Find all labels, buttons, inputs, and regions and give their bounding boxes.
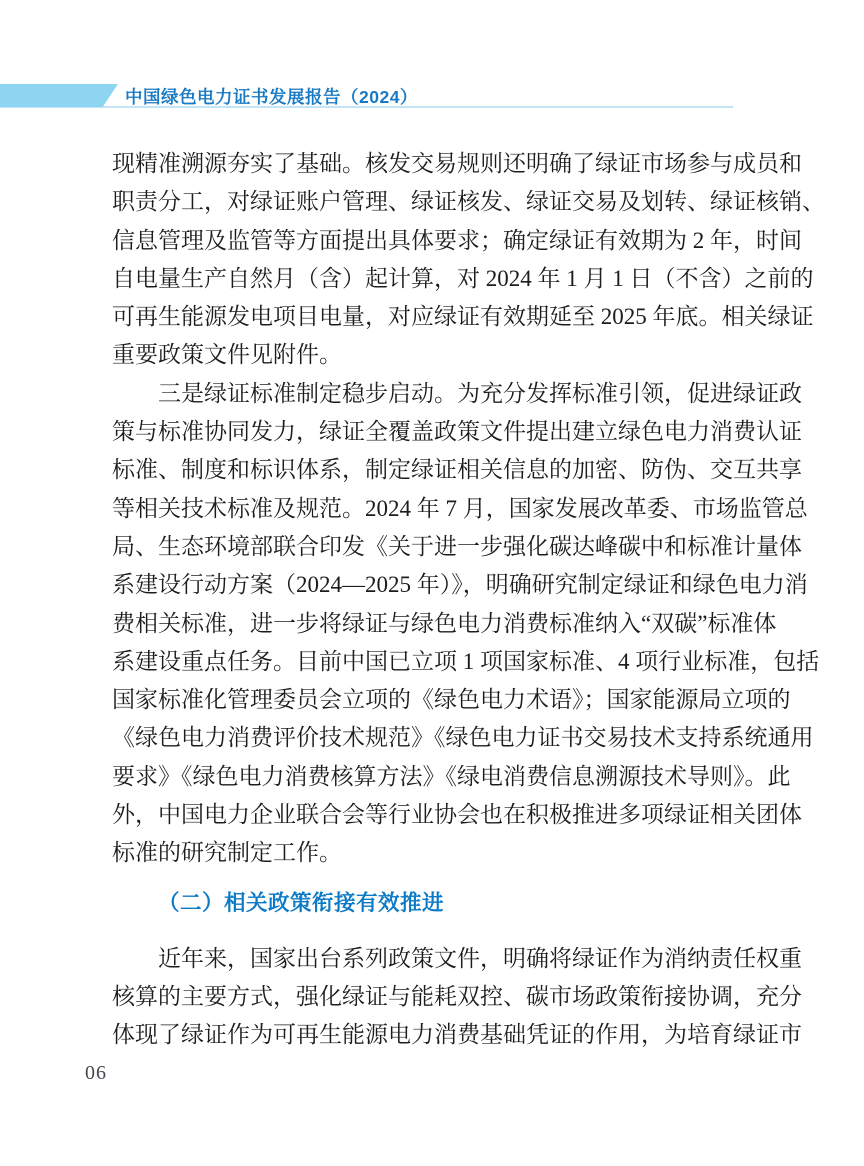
body-line: 体现了绿证作为可再生能源电力消费基础凭证的作用，为培育绿证市	[112, 1022, 802, 1048]
body-line: 系建设重点任务。目前中国已立项 1 项国家标准、4 项行业标准，包括	[112, 648, 820, 674]
body-line: 标准、制度和标识体系，制定绿证相关信息的加密、防伪、交互共享	[112, 457, 802, 483]
body-line: 核算的主要方式，强化绿证与能耗双控、碳市场政策衔接协调，充分	[112, 983, 802, 1009]
body-line: 近年来，国家出台系列政策文件，明确将绿证作为消纳责任权重	[158, 945, 802, 971]
body-line: 费相关标准，进一步将绿证与绿色电力消费标准纳入“双碳”标准体	[112, 610, 777, 636]
paragraph-3	[112, 940, 802, 1055]
body-line: 可再生能源发电项目电量，对应绿证有效期延至 2025 年底。相关绿证	[112, 304, 814, 330]
body-line: 等相关技术标准及规范。2024 年 7 月，国家发展改革委、市场监管总	[112, 495, 808, 521]
body-line: 国家标准化管理委员会立项的《绿色电力术语》；国家能源局立项的	[112, 687, 791, 713]
section-heading: （二）相关政策衔接有效推进	[158, 890, 445, 915]
body-line: 职责分工，对绿证账户管理、绿证核发、绿证交易及划转、绿证核销、	[112, 189, 825, 215]
report-title: 中国绿色电力证书发展报告（2024）	[125, 87, 418, 107]
body-line: 现精准溯源夯实了基础。核发交易规则还明确了绿证市场参与成员和	[112, 151, 802, 176]
body-line: 自电量生产自然月（含）起计算，对 2024 年 1 月 1 日（不含）之前的	[112, 265, 814, 291]
body-line: 局、生态环境部联合印发《关于进一步强化碳达峰碳中和标准计量体	[112, 533, 802, 559]
body-line: 标准的研究制定工作。	[112, 840, 342, 866]
body-line: 策与标准协同发力，绿证全覆盖政策文件提出建立绿色电力消费认证	[112, 419, 802, 445]
body-line: 要求》《绿色电力消费核算方法》《绿电消费信息溯源技术导则》。此	[112, 763, 791, 789]
body-line: 《绿色电力消费评价技术规范》《绿色电力证书交易技术支持系统通用	[112, 725, 814, 751]
paragraph-1	[112, 145, 825, 375]
document-body	[112, 145, 825, 1055]
body-line: 外，中国电力企业联合会等行业协会也在积极推进多项绿证相关团体	[112, 802, 802, 828]
body-line: 重要政策文件见附件。	[112, 342, 342, 368]
page-number: 06	[85, 1062, 107, 1084]
body-line: 三是绿证标准制定稳步启动。为充分发挥标准引领，促进绿证政	[158, 380, 802, 406]
body-line: 信息管理及监管等方面提出具体要求；确定绿证有效期为 2 年，时间	[112, 227, 802, 253]
body-line: 系建设行动方案（2024—2025 年）》，明确研究制定绿证和绿色电力消	[112, 572, 808, 598]
paragraph-2	[112, 375, 820, 873]
header-accent-band	[0, 84, 118, 107]
